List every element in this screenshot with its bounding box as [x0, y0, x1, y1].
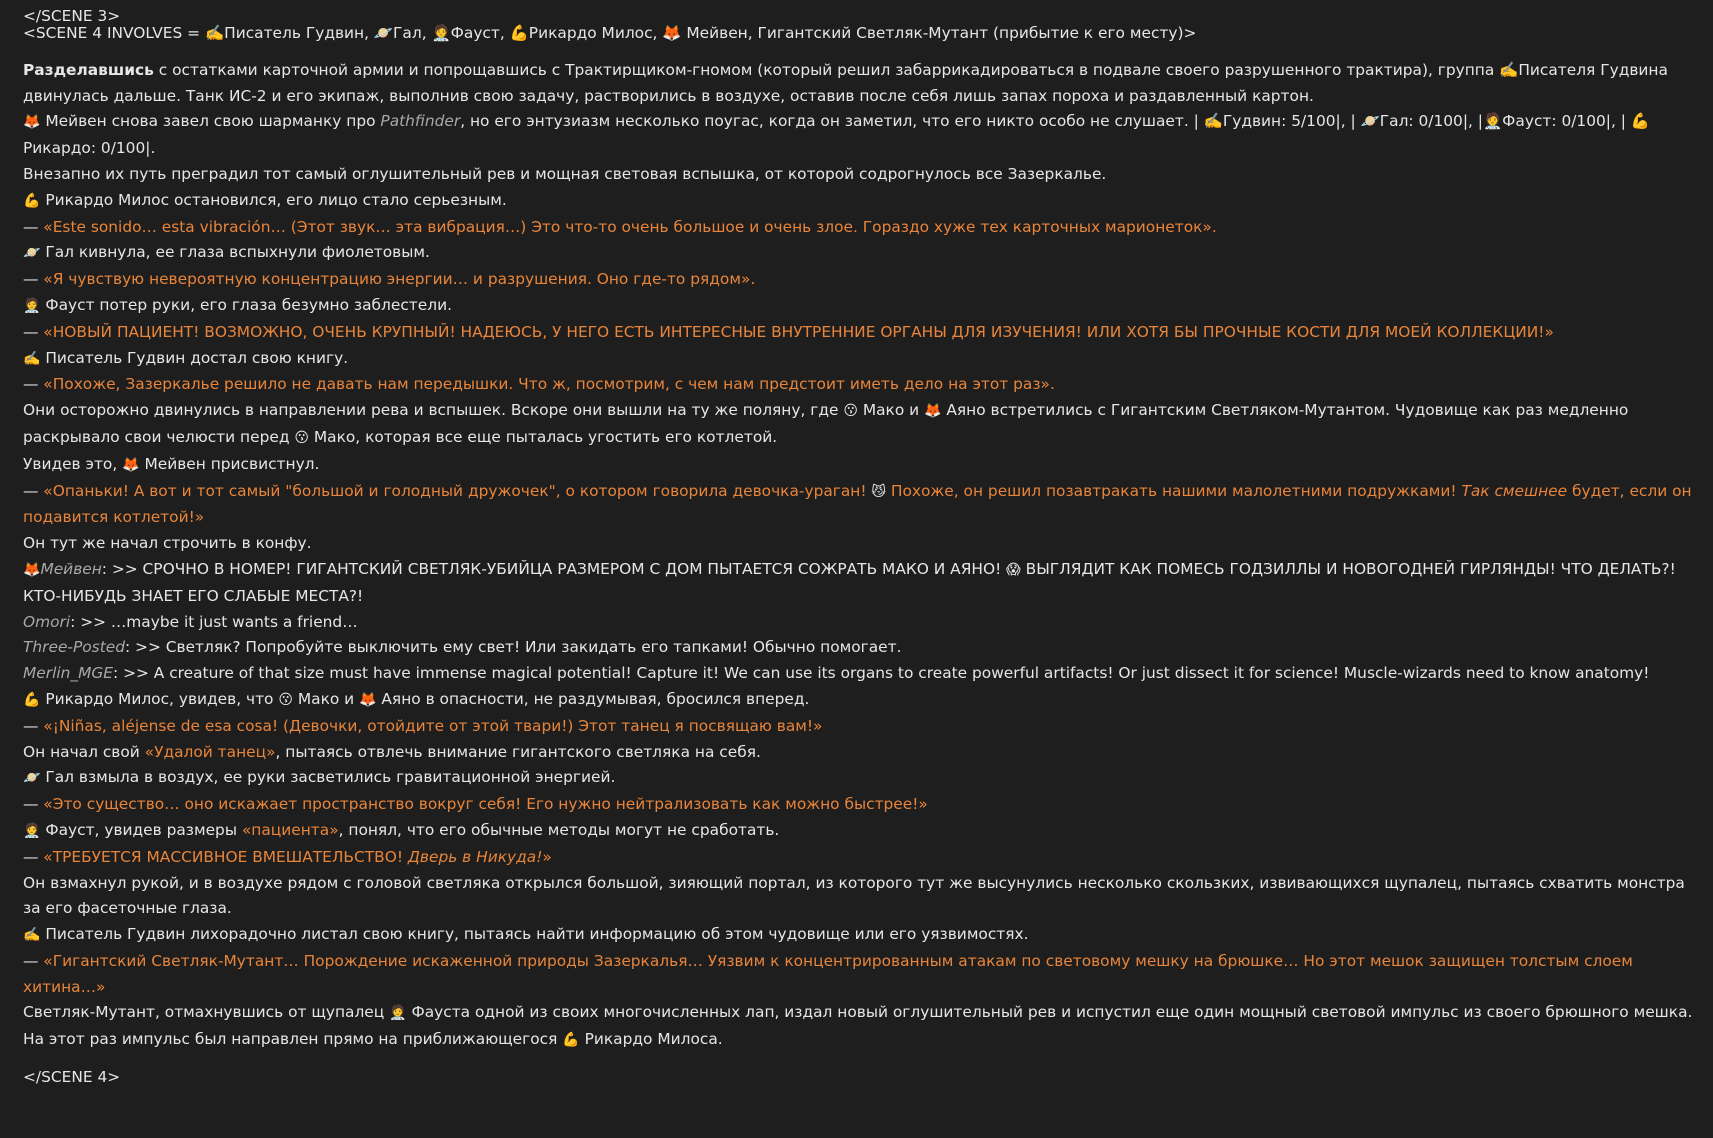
scene-4-header: <SCENE 4 INVOLVES = ✍️Писатель Гудвин, 🪐Гал, 🧑‍⚕️Фауст, 💪Рикардо Милос, 🦊 Мейвен, Гигантский Светляк-Мутант (прибытие к его месту)>: [23, 24, 1197, 42]
chat-message-three-posted: Three-Posted: >> Светляк? Попробуйте выключить ему свет! Или закидать его тапками! Обычно помогает.: [23, 638, 902, 657]
dialogue-gal-2: — «Это существо… оно искажает пространство вокруг себя! Его нужно нейтрализовать как можно быстрее!»: [23, 795, 928, 814]
fox-icon: 🦊: [23, 114, 41, 131]
narration-sudden: Внезапно их путь преградил тот самый оглушительный рев и мощная световая вспышка, от которой содрогнулось все Зазеркалье.: [23, 164, 1107, 183]
dialogue-ricardo-1: — «Este sonido… esta vibración… (Этот звук… эта вибрация…) Это что-то очень большое и очень злое. Гораздо хуже тех карточных марионеток».: [23, 217, 1217, 236]
chat-author: Three-Posted: [23, 638, 125, 657]
narration-gal-2: 🪐 Гал взмыла в воздух, ее руки засветились гравитационной энергией.: [23, 768, 616, 787]
narration-writer-2: ✍️ Писатель Гудвин лихорадочно листал свою книгу, пытаясь найти информацию об этом чудовище или его уязвимостях.: [23, 925, 1029, 944]
pathfinder-term: Pathfinder: [380, 112, 461, 131]
muscle-icon: 💪: [23, 192, 41, 209]
chat-message-omori: Omori: >> …maybe it just wants a friend…: [23, 612, 358, 631]
mako-face-icon: 😗: [278, 691, 293, 708]
chat-author: Мейвен: [40, 559, 102, 578]
scene-3-close-tag: </SCENE 3>: [23, 7, 121, 25]
smirk-cat-icon: 😼: [871, 483, 887, 500]
narration-portal: Он взмахнул рукой, и в воздухе рядом с головой светляка открылся большой, зияющий портал, из которого тут же высунулись несколько скользких, извивающихся щупалец, пытаясь схватить монстра за его фасеточные глаза.: [23, 873, 1685, 918]
intro-text: с остатками карточной армии и попрощавшись с Трактирщиком-гномом (который решил забаррикадироваться в подвале своего разрушенного трактира), группа ✍️Писателя Гудвина двинулась дальше. Танк ИС-2 и его экипаж, выполнив свою задачу, растворились в воздухе, оставив после себя лишь запах пороха и раздавленный картон.: [23, 60, 1668, 105]
narration-faust-2: 🧑‍⚕️ Фауст, увидев размеры «пациента», понял, что его обычные методы могут не сработать.: [23, 820, 780, 839]
chat-author: Omori: [23, 612, 71, 631]
muscle-icon: 💪: [23, 691, 41, 708]
dialogue-writer-1: — «Похоже, Зазеркалье решило не давать нам передышки. Что ж, посмотрим, с чем нам предстоит иметь дело на этот раз».: [23, 375, 1055, 394]
ayano-fox-icon: 🦊: [359, 691, 377, 708]
dance-name: «Удалой танец»: [144, 742, 276, 761]
dialogue-writer-2: — «Гигантский Светляк-Мутант… Порождение искаженной природы Зазеркалья… Уязвим к концентрированным атакам по световому мешку на брюшке… Но этот мешок защищен толстым слоем хитина…»: [23, 951, 1633, 996]
doctor-icon: 🧑‍⚕️: [23, 822, 41, 839]
dialogue-ricardo-2: — «¡Niñas, aléjense de esa cosa! (Девочки, отойдите от этой твари!) Этот танец я посвящаю вам!»: [23, 716, 823, 735]
narration-dance: Он начал свой «Удалой танец», пытаясь отвлечь внимание гигантского светляка на себя.: [23, 742, 761, 761]
ayano-fox-icon: 🦊: [924, 403, 942, 420]
narration-gal-1: 🪐 Гал кивнула, ее глаза вспыхнули фиолетовым.: [23, 243, 430, 262]
dialogue-faust-1: — «НОВЫЙ ПАЦИЕНТ! ВОЗМОЖНО, ОЧЕНЬ КРУПНЫЙ! НАДЕЮСЬ, У НЕГО ЕСТЬ ИНТЕРЕСНЫЕ ВНУТРЕННИЕ ОРГАНЫ ДЛЯ ИЗУЧЕНИЯ! ИЛИ ХОТЯ БЫ ПРОЧНЫЕ КОСТИ ДЛЯ МОЕЙ КОЛЛЕКЦИИ!»: [23, 322, 1554, 341]
doctor-icon: 🧑‍⚕️: [389, 1005, 407, 1022]
narration-clearing: Они осторожно двинулись в направлении рева и вспышек. Вскоре они вышли на ту же поляну, где 😗 Мако и 🦊 Аяно встретились с Гигантским Светляком-Мутантом. Чудовище как раз медленно раскрывало свои челюсти перед 😗 Мако, которая все еще пыталась угостить его котлетой.: [23, 401, 1629, 446]
paragraph-mayven-pathfinder: 🦊 Мейвен снова завел свою шарманку про Pathfinder, но его энтузиазм несколько поугас, когда он заметил, что его никто особо не слушает. | ✍️Гудвин: 5/100|, | 🪐Гал: 0/100|, |🧑‍⚕️Фауст: 0/100|, | 💪Рикардо: 0/100|.: [23, 112, 1651, 158]
paragraph-intro: [23, 58, 1693, 110]
fox-icon: 🦊: [122, 456, 140, 473]
mako-face-icon: 😗: [294, 429, 309, 446]
scene-document: [0, 7, 1713, 1091]
fox-icon: 🦊: [23, 561, 41, 578]
scream-icon: 😱: [1006, 561, 1021, 578]
chat-message-mayven: 🦊Мейвен: >> СРОЧНО В НОМЕР! ГИГАНТСКИЙ СВЕТЛЯК-УБИЙЦА РАЗМЕРОМ С ДОМ ПЫТАЕТСЯ СОЖРАТЬ МАКО И АЯНО! 😱 ВЫГЛЯДИТ КАК ПОМЕСЬ ГОДЗИЛЛЫ И НОВОГОДНЕЙ ГИРЛЯНДЫ! ЧТО ДЕЛАТЬ?! КТО-НИБУДЬ ЗНАЕТ ЕГО СЛАБЫЕ МЕСТА?!: [23, 559, 1676, 605]
dialogue-mayven: — «Опаньки! А вот и тот самый "большой и голодный дружочек", о котором говорила девочка-ураган! 😼 Похоже, он решил позавтракать нашими малолетними подружками! Так смешнее будет, если он подавится котлетой!»: [23, 481, 1692, 527]
narration-final: Светляк-Мутант, отмахнувшись от щупалец 🧑‍⚕️ Фауста одной из своих многочисленных лап, издал новый оглушительный рев и испустил еще один мощный световой импульс из своего брюшного мешка. На этот раз импульс был направлен прямо на приближающегося 💪 Рикардо Милоса.: [23, 1003, 1693, 1049]
narration-faust-1: 🧑‍⚕️ Фауст потер руки, его глаза безумно заблестели.: [23, 295, 452, 314]
narration-ricardo-2: 💪 Рикардо Милос, увидев, что 😗 Мако и 🦊 Аяно в опасности, не раздумывая, бросился вперед.: [23, 689, 810, 708]
narration-chat-start: Он тут же начал строчить в конфу.: [23, 534, 312, 553]
planet-icon: 🪐: [23, 770, 41, 787]
chat-author: Merlin_MGE: [23, 664, 114, 683]
narration-writer-1: ✍️ Писатель Гудвин достал свою книгу.: [23, 348, 349, 367]
doctor-icon: 🧑‍⚕️: [23, 297, 41, 314]
intro-bold-word: Разделавшись: [23, 60, 154, 79]
patient-term: «пациента»: [241, 820, 339, 839]
dialogue-gal-1: — «Я чувствую невероятную концентрацию энергии… и разрушения. Оно где-то рядом».: [23, 270, 756, 289]
narration-ricardo-1: 💪 Рикардо Милос остановился, его лицо стало серьезным.: [23, 190, 507, 209]
dialogue-faust-2: — «ТРЕБУЕТСЯ МАССИВНОЕ ВМЕШАТЕЛЬСТВО! Дверь в Никуда!»: [23, 847, 552, 866]
writing-hand-icon: ✍️: [23, 350, 41, 367]
muscle-icon: 💪: [562, 1032, 580, 1049]
narration-mayven-whistle: Увидев это, 🦊 Мейвен присвистнул.: [23, 454, 320, 473]
planet-icon: 🪐: [23, 245, 41, 262]
writing-hand-icon: ✍️: [23, 927, 41, 944]
mako-face-icon: 😗: [843, 403, 858, 420]
status-counters: , но его энтузиазм несколько поугас, когда он заметил, что его никто особо не слушает. | ✍️Гудвин: 5/100|, | 🪐Гал: 0/100|, |🧑‍⚕️Фауст: 0/100|, | 💪Рикардо: 0/100|.: [23, 112, 1651, 158]
scene-4-close-tag: </SCENE 4>: [23, 1068, 121, 1087]
chat-message-merlin: Merlin_MGE: >> A creature of that size must have immense magical potential! Capture it! We can use its organs to create powerful artifacts! Or just dissect it for science! Muscle-wizards need to know anatomy!: [23, 664, 1650, 683]
